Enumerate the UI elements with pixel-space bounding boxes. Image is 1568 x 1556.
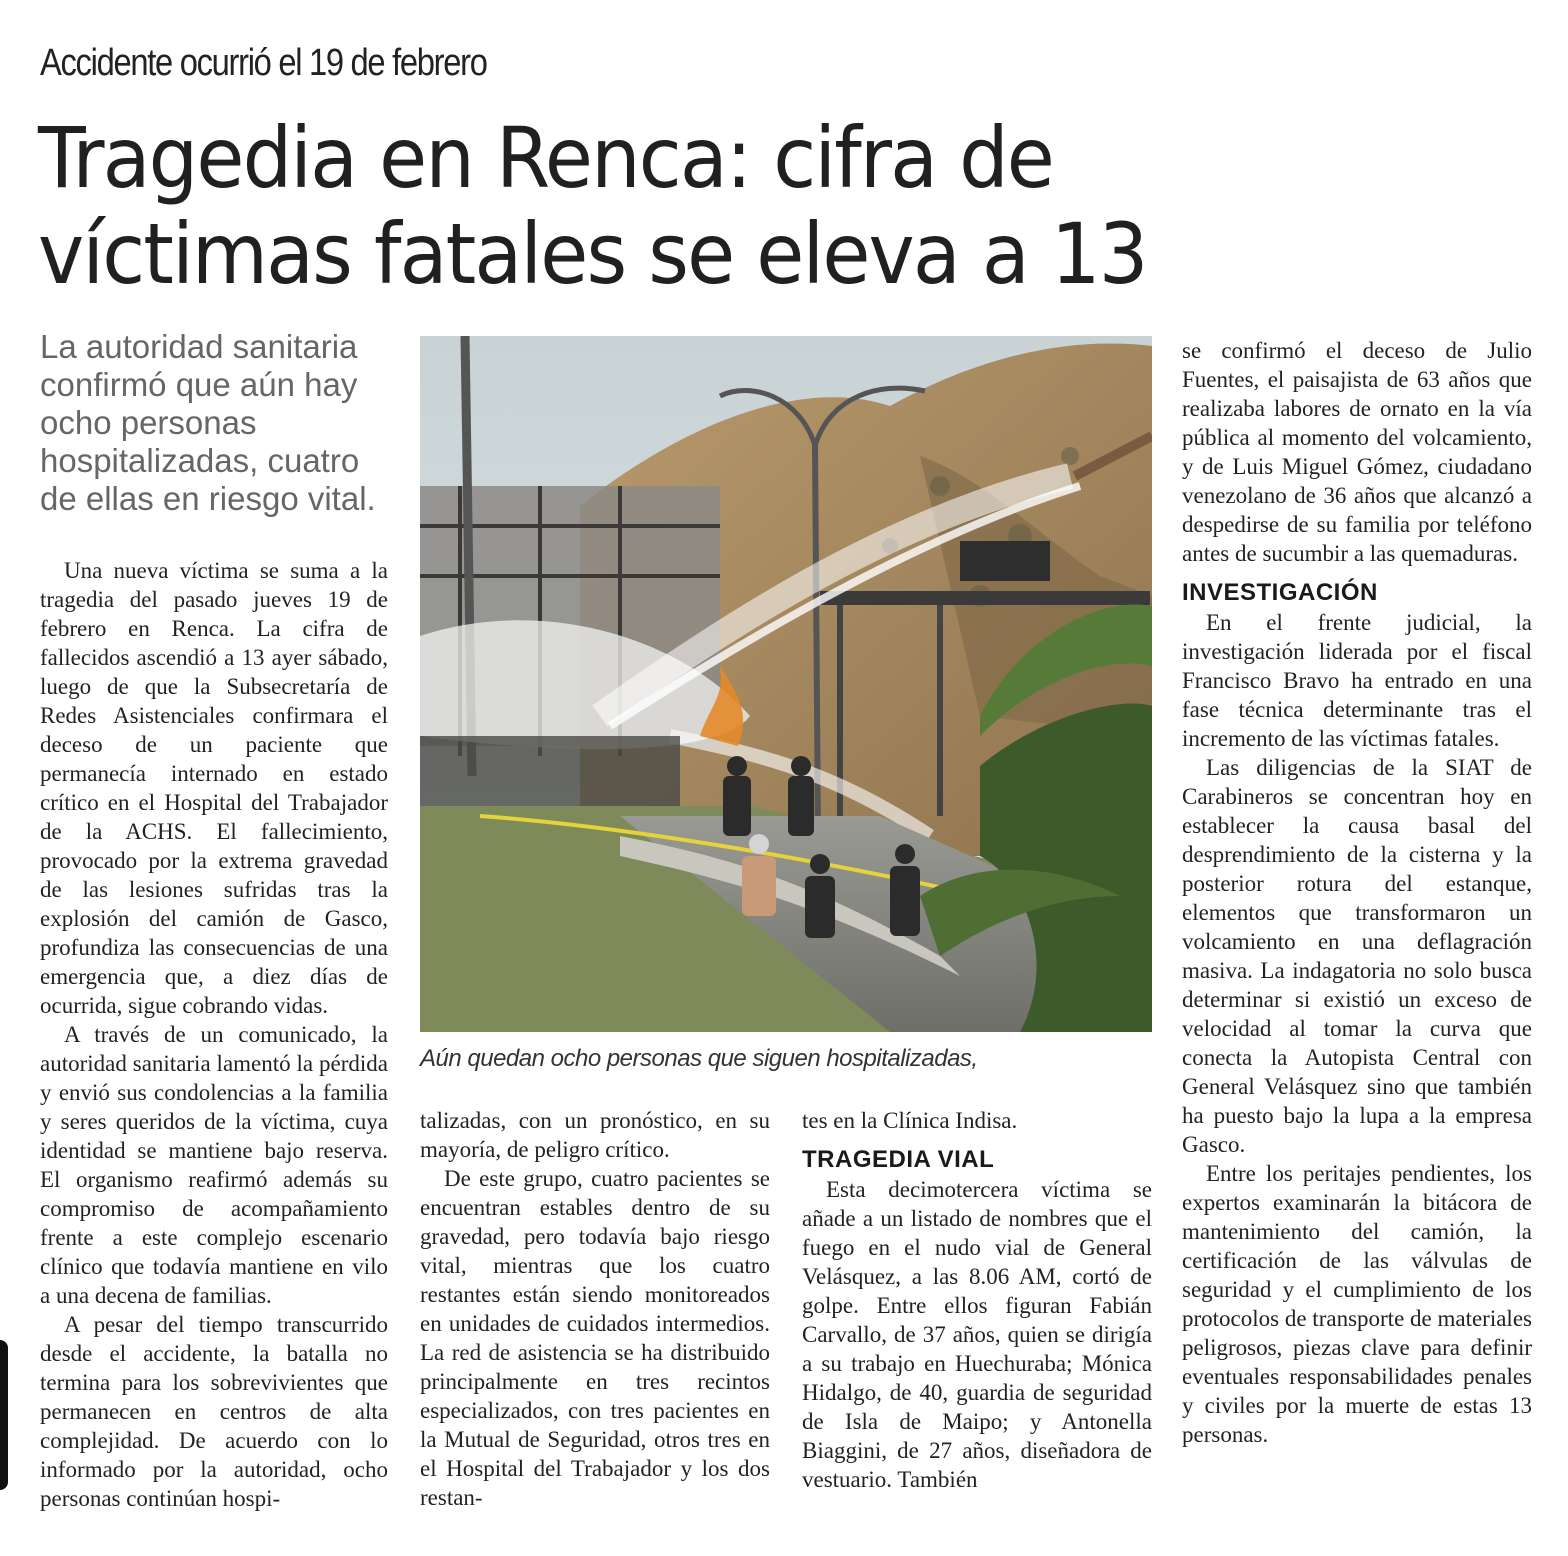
article-dek: La autoridad sanitaria confirmó que aún hay ocho personas hospitalizadas, cuatro de ellas en riesgo vital. [40, 328, 376, 517]
article-kicker: Accidente ocurrió el 19 de febrero [40, 42, 487, 84]
photo-caption: Aún quedan ocho personas que siguen hospitalizadas, [420, 1045, 978, 1072]
paragraph: De este grupo, cuatro pacientes se encuentran estables dentro de su gravedad, pero todavía bajo riesgo vital, mientras que los cuatro restantes están siendo monitoreados en unidades de cuidados intermedios. La red de asistencia se ha distribuido principalmente en tres recintos especializados, con tres pacientes en la Mutual de Seguridad, otros tres en el Hospital del Trabajador y los dos restan- [420, 1166, 770, 1510]
body-column-2 [420, 1106, 770, 1512]
body-column-1 [40, 556, 388, 1513]
page-edge-mark [0, 1340, 8, 1490]
paragraph: A pesar del tiempo transcurrido desde el accidente, la batalla no termina para los sobrevivientes que permanecen en centros de alta complejidad. De acuerdo con lo informado por la autoridad, ocho personas continúan hospi- [40, 1312, 388, 1511]
body-column-4 [1182, 336, 1532, 1449]
subhead-tragedia-vial: TRAGEDIA VIAL [802, 1146, 995, 1173]
article-headline [38, 110, 1198, 302]
headline-line-1: Tragedia en Renca: cifra de [38, 109, 1054, 207]
paragraph: tes en la Clínica Indisa. [802, 1108, 1018, 1133]
news-photo [420, 336, 1152, 1032]
paragraph: Esta decimotercera víctima se añade a un listado de nombres que el fuego en el nudo vial de General Velásquez, a las 8.06 AM, cortó de golpe. Entre ellos figuran Fabián Carvallo, de 37 años, quien se dirigía a su trabajo en Huechuraba; Mónica Hidalgo, de 40, guardia de seguridad de Isla de Maipo; y Antonella Biaggini, de 27 años, diseñadora de vestuario. También [802, 1177, 1152, 1492]
paragraph: En el frente judicial, la investigación liderada por el fiscal Francisco Bravo ha entrado en una fase técnica determinante tras el incremento de las víctimas fatales. [1182, 610, 1532, 751]
paragraph: A través de un comunicado, la autoridad sanitaria lamentó la pérdida y envió sus condolencias a la familia y seres queridos de la víctima, cuya identidad se mantiene bajo reserva. El organismo reafirmó además su compromiso de acompañamiento frente a este complejo escenario clínico que todavía mantiene en vilo a una decena de familias. [40, 1022, 388, 1308]
paragraph: se confirmó el deceso de Julio Fuentes, el paisajista de 63 años que realizaba labores de ornato en la vía pública al momento del volcamiento, y de Luis Miguel Gómez, ciudadano venezolano de 36 años que alcanzó a despedirse de su familia por teléfono antes de sucumbir a las quemaduras. [1182, 338, 1532, 566]
paragraph: Las diligencias de la SIAT de Carabineros se concentran hoy en establecer la causa basal del desprendimiento de la cisterna y la posterior rotura del estanque, elementos que transformaron un volcamiento en una deflagración masiva. La indagatoria no solo busca determinar si existió un exceso de velocidad al tomar la curva que conecta la Autopista Central con General Velásquez sino que también ha puesto bajo la lupa a la empresa Gasco. [1182, 755, 1532, 1157]
paragraph: talizadas, con un pronóstico, en su mayoría, de peligro crítico. [420, 1108, 770, 1162]
headline-line-2: víctimas fatales se eleva a 13 [38, 205, 1147, 303]
paragraph: Una nueva víctima se suma a la tragedia del pasado jueves 19 de febrero en Renca. La cifra de fallecidos ascendió a 13 ayer sábado, luego de que la Subsecretaría de Redes Asistenciales confirmara el deceso de un paciente que permanecía internado en estado crítico en el Hospital del Trabajador de la ACHS. El fallecimiento, provocado por la extrema gravedad de las lesiones sufridas tras la explosión del camión de Gasco, profundiza las consecuencias de una emergencia que, a diez días de ocurrida, sigue cobrando vidas. [40, 558, 388, 1018]
firefighters-photo-icon [420, 336, 1152, 1032]
body-column-3 [802, 1106, 1152, 1494]
subhead-investigacion: INVESTIGACIÓN [1182, 579, 1378, 606]
paragraph: Entre los peritajes pendientes, los expertos examinarán la bitácora de mantenimiento del camión, la certificación de las válvulas de seguridad y el cumplimiento de los protocolos de transporte de materiales peligrosos, piezas clave para definir eventuales responsabilidades penales y civiles por la muerte de estas 13 personas. [1182, 1161, 1532, 1447]
